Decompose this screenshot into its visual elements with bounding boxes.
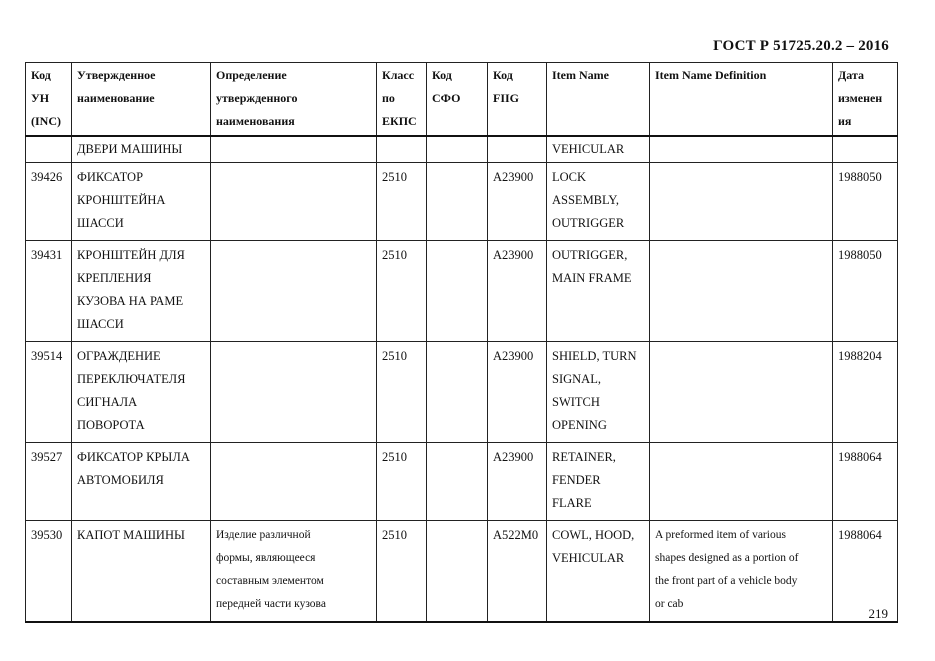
table-row: [26, 443, 898, 521]
table-row: [26, 342, 898, 443]
cell-item-name-definition: [650, 241, 833, 342]
cell-fiig-code: [488, 136, 547, 163]
cell-sfo-code: [427, 342, 488, 443]
cell-sfo-code: [427, 521, 488, 623]
cell-ekps-class: 2510: [377, 163, 427, 241]
header-definition-ru: Определение утвержденного наименования: [211, 63, 377, 137]
header-item-name: Item Name: [547, 63, 650, 137]
cell-definition-ru: [211, 163, 377, 241]
cell-change-date: [833, 136, 898, 163]
cell-item-name-definition: A preformed item of various shapes designed as a portion of the front part of a vehicle body or cab: [650, 521, 833, 623]
cell-item-name: LOCK ASSEMBLY, OUTRIGGER: [547, 163, 650, 241]
table-row-continuation: [26, 136, 898, 163]
cell-inc: 39527: [26, 443, 72, 521]
cell-item-name-definition: [650, 342, 833, 443]
header-change-date: Дата изменен ия: [833, 63, 898, 137]
header-fiig-code: Код FIIG: [488, 63, 547, 137]
table-row: [26, 521, 898, 623]
cell-inc: [26, 136, 72, 163]
cell-ekps-class: 2510: [377, 342, 427, 443]
cell-approved-name: ОГРАЖДЕНИЕ ПЕРЕКЛЮЧАТЕЛЯ СИГНАЛА ПОВОРОТА: [72, 342, 211, 443]
cell-ekps-class: 2510: [377, 443, 427, 521]
cell-inc: 39514: [26, 342, 72, 443]
cell-approved-name: ФИКСАТОР КРЫЛА АВТОМОБИЛЯ: [72, 443, 211, 521]
page-number: 219: [868, 606, 888, 621]
cell-definition-ru: [211, 342, 377, 443]
cell-fiig-code: A23900: [488, 443, 547, 521]
header-sfo-code: Код СФО: [427, 63, 488, 137]
header-inc: Код УН (INC): [26, 63, 72, 137]
cell-inc: 39431: [26, 241, 72, 342]
cell-sfo-code: [427, 163, 488, 241]
cell-fiig-code: A23900: [488, 241, 547, 342]
cell-item-name-definition: [650, 163, 833, 241]
cell-fiig-code: A522M0: [488, 521, 547, 623]
cell-ekps-class: 2510: [377, 521, 427, 623]
cell-item-name: SHIELD, TURN SIGNAL, SWITCH OPENING: [547, 342, 650, 443]
cell-sfo-code: [427, 241, 488, 342]
cell-item-name: RETAINER, FENDER FLARE: [547, 443, 650, 521]
table-header-row: [26, 63, 898, 137]
cell-inc: 39426: [26, 163, 72, 241]
cell-approved-name: КРОНШТЕЙН ДЛЯ КРЕПЛЕНИЯ КУЗОВА НА РАМЕ ШАССИ: [72, 241, 211, 342]
header-item-name-definition: Item Name Definition: [650, 63, 833, 137]
header-approved-name: Утвержденное наименование: [72, 63, 211, 137]
cell-fiig-code: A23900: [488, 163, 547, 241]
document-code: ГОСТ Р 51725.20.2 – 2016: [713, 38, 889, 54]
cell-change-date: 1988064: [833, 443, 898, 521]
cell-approved-name: ФИКСАТОР КРОНШТЕЙНА ШАССИ: [72, 163, 211, 241]
cell-change-date: 1988064: [833, 521, 898, 623]
cell-item-name: COWL, HOOD, VEHICULAR: [547, 521, 650, 623]
cell-approved-name: КАПОТ МАШИНЫ: [72, 521, 211, 623]
cell-item-name-definition: [650, 443, 833, 521]
cell-definition-ru: Изделие различной формы, являющееся составным элементом передней части кузова: [211, 521, 377, 623]
cell-definition-ru: [211, 443, 377, 521]
cell-approved-name: ДВЕРИ МАШИНЫ: [72, 136, 211, 163]
cell-change-date: 1988050: [833, 163, 898, 241]
table-row: [26, 241, 898, 342]
cell-sfo-code: [427, 136, 488, 163]
cell-inc: 39530: [26, 521, 72, 623]
cell-definition-ru: [211, 241, 377, 342]
cell-change-date: 1988204: [833, 342, 898, 443]
cell-sfo-code: [427, 443, 488, 521]
cell-ekps-class: 2510: [377, 241, 427, 342]
cell-item-name-definition: [650, 136, 833, 163]
nomenclature-table: [25, 62, 898, 623]
cell-definition-ru: [211, 136, 377, 163]
cell-change-date: 1988050: [833, 241, 898, 342]
table-row: [26, 163, 898, 241]
cell-item-name: VEHICULAR: [547, 136, 650, 163]
cell-fiig-code: A23900: [488, 342, 547, 443]
cell-ekps-class: [377, 136, 427, 163]
cell-item-name: OUTRIGGER, MAIN FRAME: [547, 241, 650, 342]
header-ekps-class: Класс по ЕКПС: [377, 63, 427, 137]
